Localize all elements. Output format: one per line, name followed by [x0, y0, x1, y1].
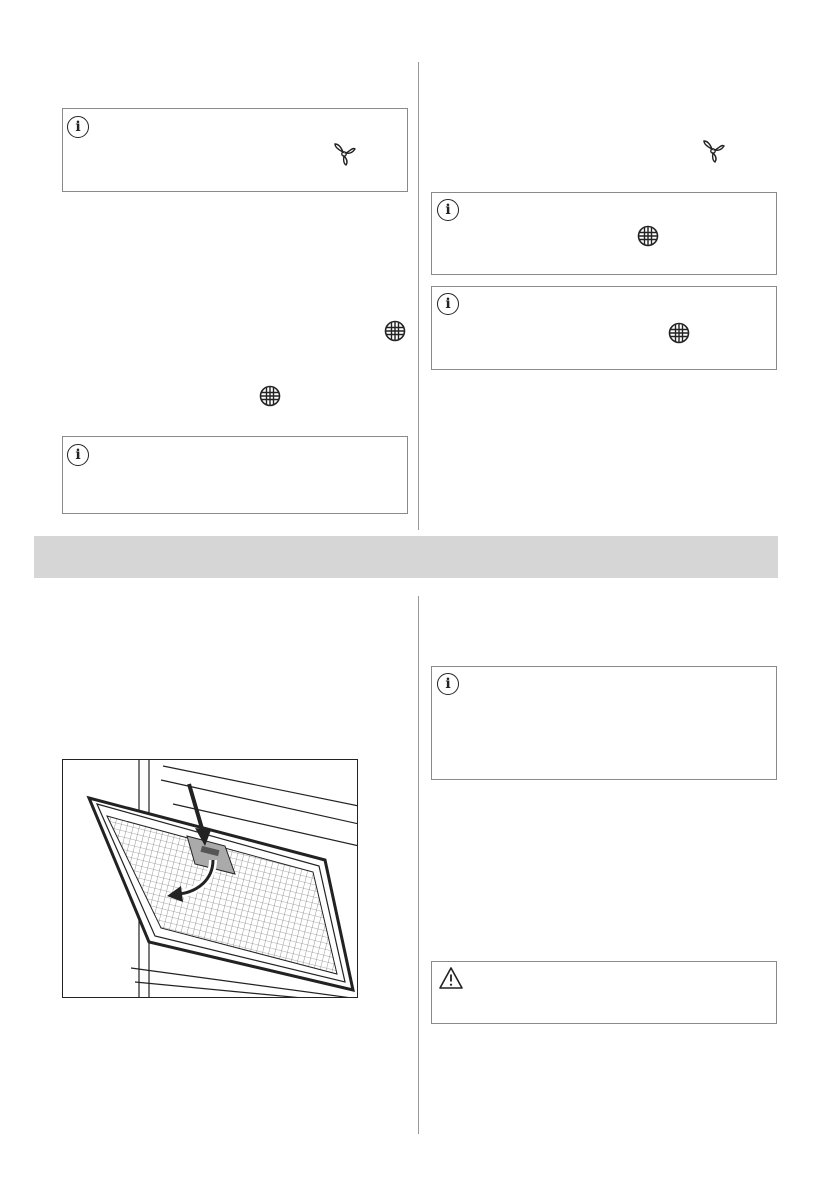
info-icon: i [67, 116, 89, 138]
warning-box [431, 961, 777, 1024]
grease-filter-icon [668, 322, 690, 344]
filter-illustration [63, 760, 358, 998]
filter-removal-figure [62, 759, 358, 998]
info-box-3 [431, 192, 777, 275]
section-heading-band [34, 536, 778, 578]
info-box-4 [431, 286, 777, 370]
info-icon: i [437, 673, 459, 695]
info-icon: i [437, 199, 459, 221]
column-divider-top [418, 62, 419, 530]
info-box-5 [431, 666, 777, 780]
fan-icon [331, 141, 357, 167]
info-icon: i [67, 444, 89, 466]
grease-filter-icon [384, 320, 406, 342]
info-box-1 [62, 108, 408, 192]
grease-filter-icon [259, 385, 281, 407]
column-divider-bottom [418, 596, 419, 1134]
info-box-2 [62, 436, 408, 514]
fan-icon [700, 138, 726, 164]
grease-filter-icon [637, 225, 659, 247]
warning-icon [438, 966, 464, 990]
info-icon: i [437, 293, 459, 315]
